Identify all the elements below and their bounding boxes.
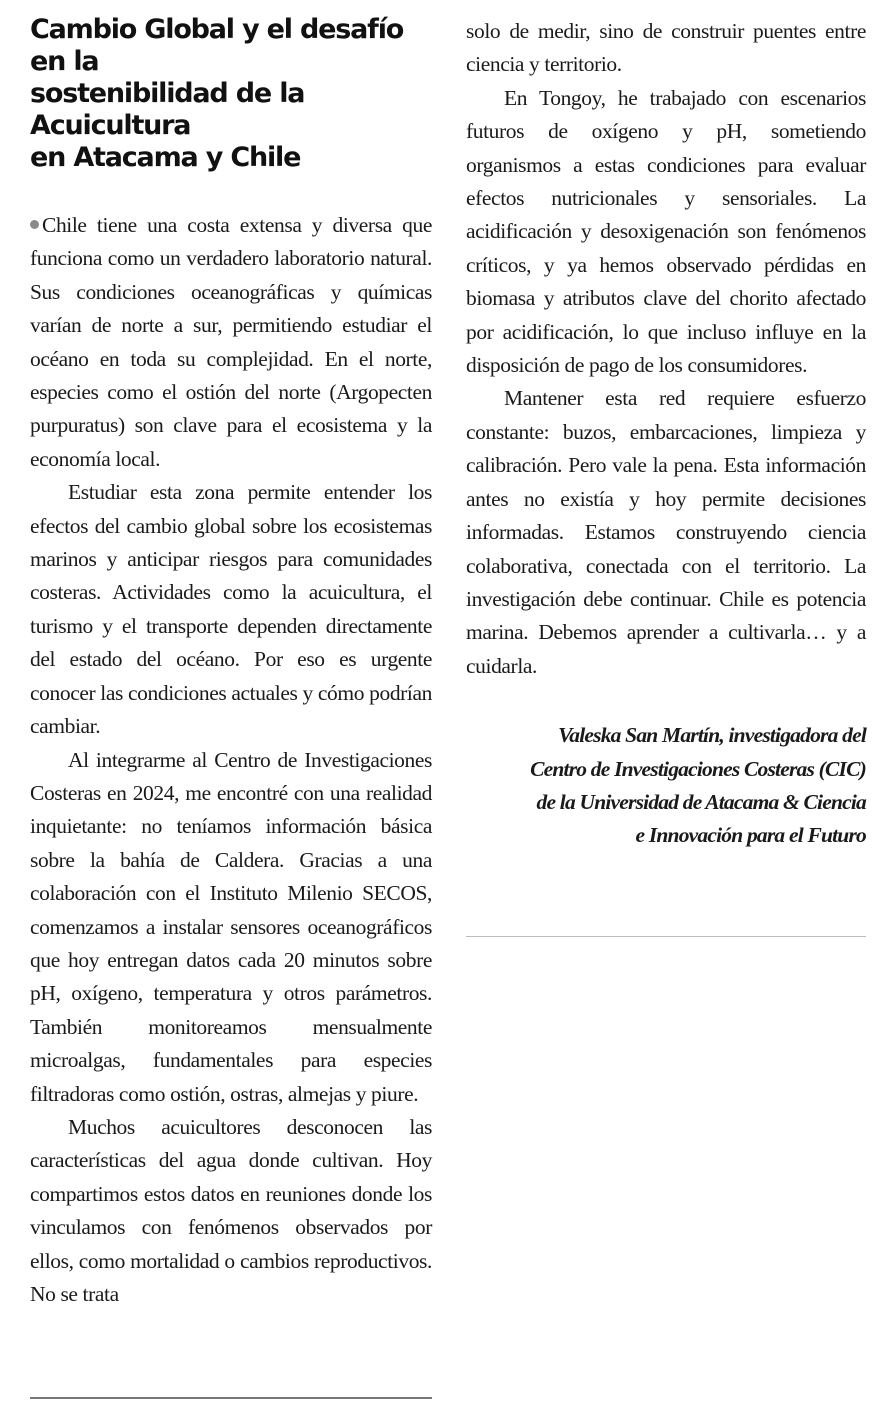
- signature-line: Valeska San Martín, investigadora del: [558, 723, 866, 748]
- separator-rule: [466, 936, 866, 937]
- article-headline: [30, 14, 432, 174]
- paragraph: Estudiar esta zona permite entender los efectos del cambio global sobre los ecosistemas marinos y anticipar riesgos para comunidades costeras. Actividades como la acuicultura, el turismo y el transporte dependen directamente del estado del océano. Por eso es urgente conocer las condiciones actuales y cómo podrían cambiar.: [30, 480, 432, 739]
- paragraph: Al integrarme al Centro de Investigaciones Costeras en 2024, me encontré con una realidad inquietante: no teníamos información básica sobre la bahía de Caldera. Gracias a una colaboración con el Instituto Milenio SECOS, comenzamos a instalar sensores oceanográficos que hoy entregan datos cada 20 minutos sobre pH, oxígeno, temperatura y otros parámetros. También monitoreamos mensualmente microalgas, fundamentales para especies filtradoras como ostión, ostras, almejas y piure.: [30, 747, 432, 1106]
- headline-line: sostenibilidad de la Acuicultura: [30, 78, 305, 141]
- bullet-dot: [30, 220, 39, 229]
- bottom-rule: [30, 1397, 432, 1399]
- headline-line: Cambio Global y el desafío en la: [30, 14, 404, 77]
- headline-line: en Atacama y Chile: [30, 142, 301, 173]
- paragraph: Muchos acuicultores desconocen las características del agua donde cultivan. Hoy compartimos estos datos en reuniones donde los vinculamos con fenómenos observados por ellos, como mortalidad o cambios reproductivos. No se trata: [30, 1114, 432, 1306]
- signature-line: de la Universidad de Atacama & Ciencia: [536, 789, 866, 814]
- paragraph: Mantener esta red requiere esfuerzo constante: buzos, embarcaciones, limpieza y calibración. Pero vale la pena. Esta información antes no existía y hoy permite decisiones informadas. Estamos construyendo ciencia colaborativa, conectada con el territorio. La investigación debe continuar. Chile es potencia marina. Debemos aprender a cultivarla… y a cuidarla.: [466, 386, 866, 678]
- paragraph-lead: [30, 209, 432, 476]
- paragraph-text: Chile tiene una costa extensa y diversa que funciona como un verdadero laboratorio natural. Sus condiciones oceanográficas y químicas varían de norte a sur, permitiendo estudiar el océano en toda su complejidad. En el norte, especies como el ostión del norte (Argopecten purpuratus) son clave para el ecosistema y la economía local.: [30, 213, 432, 471]
- author-signature: [466, 719, 866, 853]
- paragraph-continuation: solo de medir, sino de construir puentes entre ciencia y territorio.: [466, 19, 866, 77]
- left-column: [30, 0, 432, 1311]
- article-body-right: [466, 15, 866, 683]
- right-column: [466, 0, 866, 853]
- paragraph: En Tongoy, he trabajado con escenarios futuros de oxígeno y pH, sometiendo organismos a estas condiciones para evaluar efectos nutricionales y sensoriales. La acidificación y desoxigenación son fenómenos críticos, y ya hemos observado pérdidas en biomasa y atributos clave del chorito afectado por acidificación, lo que incluso influye en la disposición de pago de los consumidores.: [466, 85, 866, 378]
- signature-line: Centro de Investigaciones Costeras (CIC): [530, 756, 866, 781]
- signature-line: e Innovación para el Futuro: [635, 823, 866, 848]
- article-body-left: [30, 209, 432, 1311]
